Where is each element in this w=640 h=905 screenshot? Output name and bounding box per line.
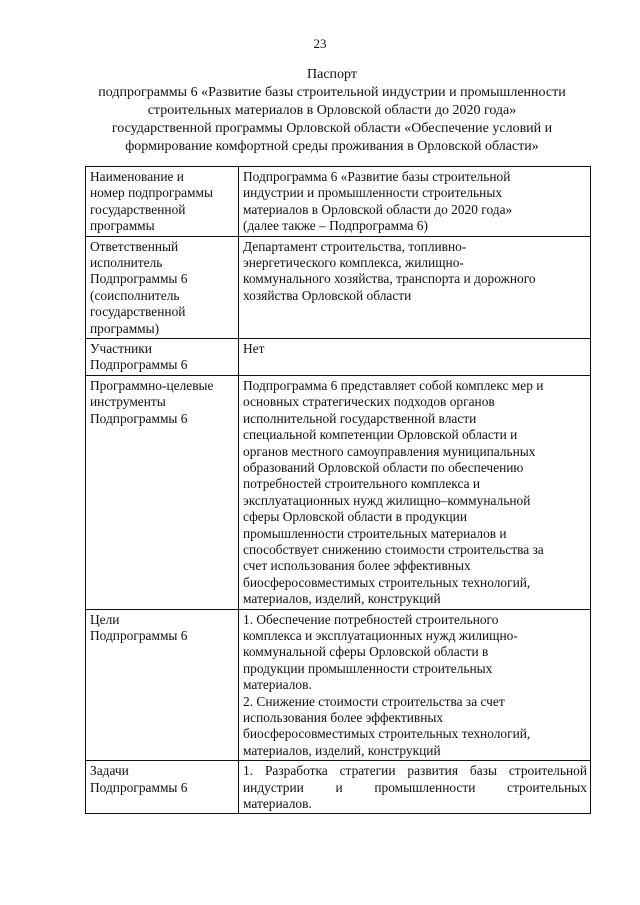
row-value: Департамент строительства, топливно- энергетического комплекса, жилищно- коммунального хозяйства, транспорта и дорожного хозяйства Орловской области [239,236,591,338]
row-label: Ответственный исполнитель Подпрограммы 6 (соисполнитель государственной программы) [86,236,239,338]
row-value: Подпрограмма 6 представляет собой комплекс мер и основных стратегических подходов органов исполнительной государственной власти специальной компетенции Орловской области и органов местного самоуправления муниципальных образований Орловской области по обеспечению потребностей строительного комплекса и эксплуатационных нужд жилищно–коммунальной сферы Орловской области в продукции промышленности строительных материалов и способствует снижению стоимости строительства за счет использования более эффективных биосферосовместимых строительных технологий, материалов, изделий, конструкций [239,375,591,609]
table-row [86,236,591,338]
row-label: Цели Подпрограммы 6 [86,609,239,761]
row-label: Задачи Подпрограммы 6 [86,761,239,814]
row-label: Участники Подпрограммы 6 [86,339,239,376]
header-line: строительных материалов в Орловской области до 2020 года» [147,103,517,118]
table-row [86,375,591,609]
document-header [72,66,592,156]
table-row [86,339,591,376]
table-row [86,167,591,237]
row-value-justified: 1. Разработка стратегии развития базы строительной индустрии и промышленности строительных [243,763,587,795]
row-label: Программно-целевые инструменты Подпрограммы 6 [86,375,239,609]
row-value: Подпрограмма 6 «Развитие базы строительной индустрии и промышленности строительных материалов в Орловской области до 2020 года» (далее также – Подпрограмма 6) [239,167,591,237]
passport-table [85,166,591,814]
row-value-last-line: материалов. [243,796,312,812]
table-row [86,609,591,761]
table-row [86,761,591,814]
header-title: Паспорт [307,67,357,82]
page-number: 23 [313,36,327,51]
row-value: 1. Обеспечение потребностей строительного комплекса и эксплуатационных нужд жилищно- коммунальной сферы Орловской области в продукции промышленности строительных материалов. 2. Снижение стоимости строительства за счет использования более эффективных биосферосовместимых строительных технологий, материалов, изделий, конструкций [239,609,591,761]
row-value [239,761,591,814]
header-line: формирование комфортной среды проживания в Орловской области» [125,139,539,154]
row-value: Нет [239,339,591,376]
header-line: подпрограммы 6 «Развитие базы строительной индустрии и промышленности [98,85,566,100]
row-label: Наименование и номер подпрограммы государственной программы [86,167,239,237]
header-line: государственной программы Орловской области «Обеспечение условий и [111,121,553,136]
